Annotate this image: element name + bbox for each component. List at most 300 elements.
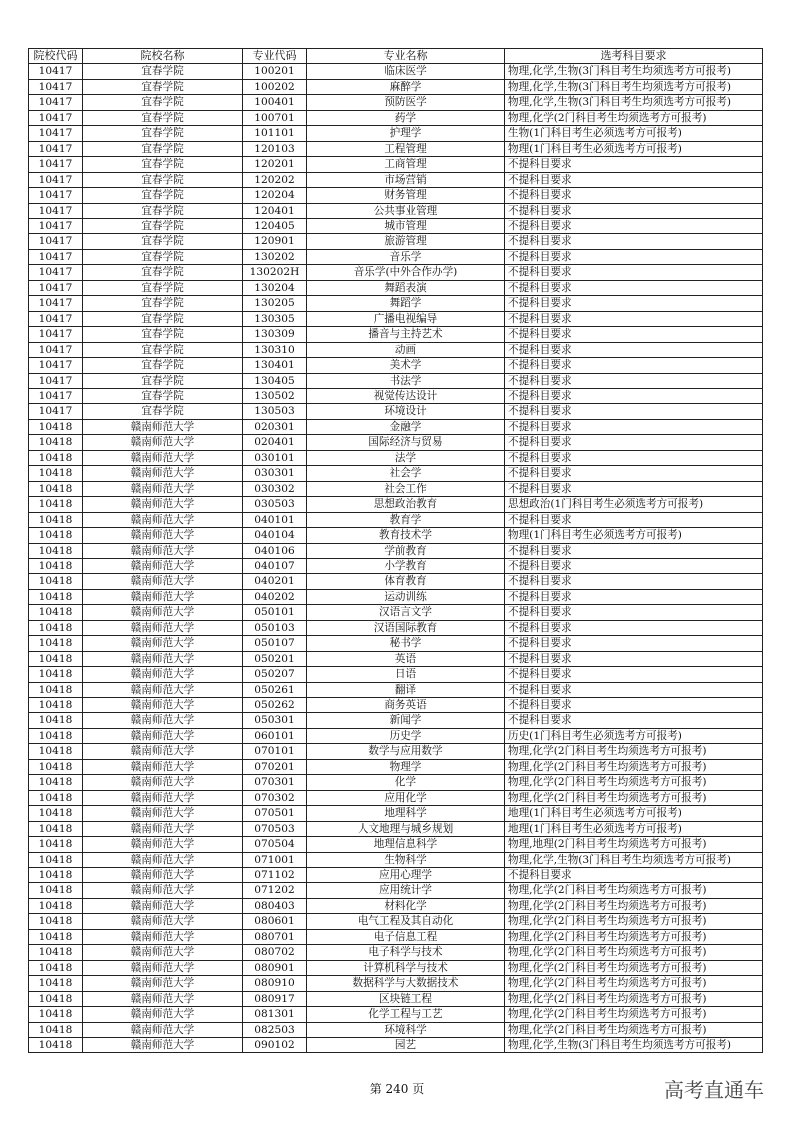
subject-requirement-cell: 不提科目要求 bbox=[505, 543, 763, 558]
school-name-cell: 赣南师范大学 bbox=[83, 821, 243, 836]
subject-requirement-cell: 不提科目要求 bbox=[505, 512, 763, 527]
major-code-cell: 120405 bbox=[243, 218, 307, 233]
table-row bbox=[29, 419, 763, 434]
subject-requirement-cell: 不提科目要求 bbox=[505, 450, 763, 465]
major-code-cell: 090102 bbox=[243, 1038, 307, 1053]
table-row bbox=[29, 280, 763, 295]
subject-requirement-cell: 物理,化学(2门科目考生均须选考方可报考) bbox=[505, 883, 763, 898]
table-row bbox=[29, 157, 763, 172]
school-name-cell: 赣南师范大学 bbox=[83, 775, 243, 790]
major-code-cell: 070201 bbox=[243, 759, 307, 774]
school-name-cell: 赣南师范大学 bbox=[83, 929, 243, 944]
major-name-cell: 生物科学 bbox=[307, 852, 505, 867]
school-code-cell: 10418 bbox=[29, 991, 83, 1006]
major-name-cell: 商务英语 bbox=[307, 698, 505, 713]
school-name-cell: 赣南师范大学 bbox=[83, 852, 243, 867]
subject-requirement-cell: 不提科目要求 bbox=[505, 682, 763, 697]
school-name-cell: 赣南师范大学 bbox=[83, 806, 243, 821]
major-code-cell: 030302 bbox=[243, 481, 307, 496]
table-row bbox=[29, 651, 763, 666]
header-school-name: 院校名称 bbox=[83, 49, 243, 64]
major-name-cell: 电气工程及其自动化 bbox=[307, 914, 505, 929]
major-name-cell: 美术学 bbox=[307, 358, 505, 373]
table-row bbox=[29, 435, 763, 450]
subject-requirement-cell: 不提科目要求 bbox=[505, 157, 763, 172]
subject-requirement-cell: 不提科目要求 bbox=[505, 481, 763, 496]
subject-requirement-cell: 不提科目要求 bbox=[505, 605, 763, 620]
school-code-cell: 10418 bbox=[29, 744, 83, 759]
subject-requirement-cell: 不提科目要求 bbox=[505, 388, 763, 403]
table-row bbox=[29, 837, 763, 852]
major-code-cell: 070101 bbox=[243, 744, 307, 759]
school-code-cell: 10418 bbox=[29, 667, 83, 682]
school-name-cell: 宜春学院 bbox=[83, 172, 243, 187]
major-name-cell: 数学与应用数学 bbox=[307, 744, 505, 759]
subject-requirement-cell: 不提科目要求 bbox=[505, 620, 763, 635]
school-name-cell: 赣南师范大学 bbox=[83, 435, 243, 450]
table-row bbox=[29, 327, 763, 342]
school-code-cell: 10418 bbox=[29, 775, 83, 790]
school-name-cell: 赣南师范大学 bbox=[83, 698, 243, 713]
major-name-cell: 市场营销 bbox=[307, 172, 505, 187]
major-name-cell: 舞蹈表演 bbox=[307, 280, 505, 295]
school-name-cell: 宜春学院 bbox=[83, 110, 243, 125]
school-name-cell: 赣南师范大学 bbox=[83, 481, 243, 496]
school-code-cell: 10418 bbox=[29, 450, 83, 465]
major-name-cell: 临床医学 bbox=[307, 64, 505, 79]
major-name-cell: 社会学 bbox=[307, 466, 505, 481]
school-name-cell: 赣南师范大学 bbox=[83, 1022, 243, 1037]
subject-requirement-cell: 不提科目要求 bbox=[505, 172, 763, 187]
school-name-cell: 赣南师范大学 bbox=[83, 914, 243, 929]
major-code-cell: 100401 bbox=[243, 95, 307, 110]
subject-requirement-cell: 不提科目要求 bbox=[505, 651, 763, 666]
subject-requirement-cell: 物理,化学(2门科目考生均须选考方可报考) bbox=[505, 759, 763, 774]
school-code-cell: 10417 bbox=[29, 157, 83, 172]
school-name-cell: 赣南师范大学 bbox=[83, 728, 243, 743]
school-code-cell: 10418 bbox=[29, 837, 83, 852]
major-code-cell: 120901 bbox=[243, 234, 307, 249]
school-code-cell: 10418 bbox=[29, 682, 83, 697]
school-code-cell: 10418 bbox=[29, 1022, 83, 1037]
major-code-cell: 071001 bbox=[243, 852, 307, 867]
table-row bbox=[29, 404, 763, 419]
school-code-cell: 10418 bbox=[29, 868, 83, 883]
table-row bbox=[29, 234, 763, 249]
major-code-cell: 050101 bbox=[243, 605, 307, 620]
subject-requirement-cell: 不提科目要求 bbox=[505, 419, 763, 434]
table-header-row bbox=[29, 49, 763, 64]
major-name-cell: 区块链工程 bbox=[307, 991, 505, 1006]
subject-requirement-cell: 物理,化学(2门科目考生均须选考方可报考) bbox=[505, 1022, 763, 1037]
subject-requirement-cell: 物理,化学(2门科目考生均须选考方可报考) bbox=[505, 991, 763, 1006]
school-name-cell: 宜春学院 bbox=[83, 358, 243, 373]
school-name-cell: 宜春学院 bbox=[83, 126, 243, 141]
table-row bbox=[29, 821, 763, 836]
subject-requirement-cell: 历史(1门科目考生必须选考方可报考) bbox=[505, 728, 763, 743]
major-name-cell: 财务管理 bbox=[307, 188, 505, 203]
subject-requirement-cell: 不提科目要求 bbox=[505, 698, 763, 713]
major-name-cell: 旅游管理 bbox=[307, 234, 505, 249]
subject-requirement-cell: 物理,化学(2门科目考生均须选考方可报考) bbox=[505, 744, 763, 759]
table-row bbox=[29, 667, 763, 682]
page-number: 第 240 页 bbox=[369, 1082, 425, 1096]
major-code-cell: 040202 bbox=[243, 589, 307, 604]
major-name-cell: 金融学 bbox=[307, 419, 505, 434]
major-name-cell: 国际经济与贸易 bbox=[307, 435, 505, 450]
school-code-cell: 10417 bbox=[29, 296, 83, 311]
major-code-cell: 040101 bbox=[243, 512, 307, 527]
school-code-cell: 10418 bbox=[29, 945, 83, 960]
school-code-cell: 10417 bbox=[29, 172, 83, 187]
subject-requirement-cell: 不提科目要求 bbox=[505, 234, 763, 249]
school-name-cell: 宜春学院 bbox=[83, 64, 243, 79]
school-name-cell: 宜春学院 bbox=[83, 141, 243, 156]
subject-requirement-cell: 不提科目要求 bbox=[505, 203, 763, 218]
subject-requirement-cell: 物理,化学(2门科目考生均须选考方可报考) bbox=[505, 110, 763, 125]
school-code-cell: 10417 bbox=[29, 203, 83, 218]
major-code-cell: 030101 bbox=[243, 450, 307, 465]
school-code-cell: 10418 bbox=[29, 960, 83, 975]
table-row bbox=[29, 450, 763, 465]
major-code-cell: 040107 bbox=[243, 558, 307, 573]
major-code-cell: 130310 bbox=[243, 342, 307, 357]
table-row bbox=[29, 126, 763, 141]
table-row bbox=[29, 991, 763, 1006]
school-name-cell: 宜春学院 bbox=[83, 188, 243, 203]
major-code-cell: 040201 bbox=[243, 574, 307, 589]
major-name-cell: 小学教育 bbox=[307, 558, 505, 573]
school-code-cell: 10418 bbox=[29, 497, 83, 512]
major-code-cell: 120204 bbox=[243, 188, 307, 203]
school-name-cell: 赣南师范大学 bbox=[83, 497, 243, 512]
major-name-cell: 体育教育 bbox=[307, 574, 505, 589]
school-code-cell: 10417 bbox=[29, 388, 83, 403]
subject-requirement-cell: 物理,化学(2门科目考生均须选考方可报考) bbox=[505, 945, 763, 960]
table-row bbox=[29, 960, 763, 975]
table-row bbox=[29, 698, 763, 713]
major-code-cell: 130305 bbox=[243, 311, 307, 326]
major-name-cell: 人文地理与城乡规划 bbox=[307, 821, 505, 836]
school-code-cell: 10418 bbox=[29, 512, 83, 527]
major-name-cell: 公共事业管理 bbox=[307, 203, 505, 218]
major-name-cell: 运动训练 bbox=[307, 589, 505, 604]
school-code-cell: 10417 bbox=[29, 141, 83, 156]
major-code-cell: 100701 bbox=[243, 110, 307, 125]
subject-requirement-cell: 不提科目要求 bbox=[505, 667, 763, 682]
subject-requirement-cell: 思想政治(1门科目考生必须选考方可报考) bbox=[505, 497, 763, 512]
school-name-cell: 赣南师范大学 bbox=[83, 991, 243, 1006]
school-name-cell: 宜春学院 bbox=[83, 95, 243, 110]
school-name-cell: 赣南师范大学 bbox=[83, 620, 243, 635]
major-code-cell: 101101 bbox=[243, 126, 307, 141]
subject-requirement-cell: 物理,化学(2门科目考生均须选考方可报考) bbox=[505, 929, 763, 944]
subject-requirement-cell: 不提科目要求 bbox=[505, 342, 763, 357]
school-name-cell: 赣南师范大学 bbox=[83, 605, 243, 620]
school-name-cell: 赣南师范大学 bbox=[83, 558, 243, 573]
major-name-cell: 历史学 bbox=[307, 728, 505, 743]
school-code-cell: 10418 bbox=[29, 435, 83, 450]
major-name-cell: 物理学 bbox=[307, 759, 505, 774]
major-name-cell: 书法学 bbox=[307, 373, 505, 388]
major-code-cell: 040104 bbox=[243, 528, 307, 543]
major-code-cell: 080917 bbox=[243, 991, 307, 1006]
subject-requirement-cell: 物理(1门科目考生必须选考方可报考) bbox=[505, 528, 763, 543]
school-name-cell: 赣南师范大学 bbox=[83, 651, 243, 666]
major-name-cell: 教育技术学 bbox=[307, 528, 505, 543]
table-row bbox=[29, 1022, 763, 1037]
school-name-cell: 赣南师范大学 bbox=[83, 450, 243, 465]
header-subject-requirement: 选考科目要求 bbox=[505, 49, 763, 64]
major-code-cell: 030503 bbox=[243, 497, 307, 512]
school-name-cell: 宜春学院 bbox=[83, 249, 243, 264]
table-row bbox=[29, 790, 763, 805]
major-name-cell: 音乐学(中外合作办学) bbox=[307, 265, 505, 280]
subject-requirement-cell: 不提科目要求 bbox=[505, 713, 763, 728]
school-name-cell: 宜春学院 bbox=[83, 280, 243, 295]
subject-requirement-cell: 不提科目要求 bbox=[505, 188, 763, 203]
school-code-cell: 10418 bbox=[29, 1038, 83, 1053]
school-code-cell: 10418 bbox=[29, 481, 83, 496]
subject-requirement-cell: 物理,化学,生物(3门科目考生均须选考方可报考) bbox=[505, 79, 763, 94]
subject-requirement-cell: 不提科目要求 bbox=[505, 265, 763, 280]
header-major-code: 专业代码 bbox=[243, 49, 307, 64]
major-name-cell: 电子信息工程 bbox=[307, 929, 505, 944]
school-code-cell: 10418 bbox=[29, 790, 83, 805]
table-row bbox=[29, 512, 763, 527]
school-code-cell: 10418 bbox=[29, 698, 83, 713]
table-row bbox=[29, 110, 763, 125]
school-code-cell: 10417 bbox=[29, 280, 83, 295]
major-name-cell: 音乐学 bbox=[307, 249, 505, 264]
school-code-cell: 10418 bbox=[29, 419, 83, 434]
subject-requirement-cell: 不提科目要求 bbox=[505, 280, 763, 295]
school-name-cell: 赣南师范大学 bbox=[83, 682, 243, 697]
table-row bbox=[29, 620, 763, 635]
school-name-cell: 宜春学院 bbox=[83, 327, 243, 342]
school-code-cell: 10418 bbox=[29, 759, 83, 774]
school-name-cell: 赣南师范大学 bbox=[83, 976, 243, 991]
major-code-cell: 070503 bbox=[243, 821, 307, 836]
table-row bbox=[29, 1038, 763, 1053]
major-name-cell: 地理信息科学 bbox=[307, 837, 505, 852]
table-row bbox=[29, 218, 763, 233]
school-code-cell: 10417 bbox=[29, 64, 83, 79]
major-code-cell: 100201 bbox=[243, 64, 307, 79]
table-row bbox=[29, 95, 763, 110]
header-major-name: 专业名称 bbox=[307, 49, 505, 64]
school-name-cell: 宜春学院 bbox=[83, 265, 243, 280]
major-code-cell: 050262 bbox=[243, 698, 307, 713]
major-name-cell: 化学 bbox=[307, 775, 505, 790]
table-row bbox=[29, 589, 763, 604]
major-name-cell: 环境设计 bbox=[307, 404, 505, 419]
school-code-cell: 10418 bbox=[29, 976, 83, 991]
table-row bbox=[29, 682, 763, 697]
school-name-cell: 赣南师范大学 bbox=[83, 667, 243, 682]
school-code-cell: 10418 bbox=[29, 728, 83, 743]
major-code-cell: 130205 bbox=[243, 296, 307, 311]
major-code-cell: 080701 bbox=[243, 929, 307, 944]
major-code-cell: 130202H bbox=[243, 265, 307, 280]
subject-requirement-cell: 物理,化学,生物(3门科目考生均须选考方可报考) bbox=[505, 1038, 763, 1053]
subject-requirement-cell: 物理,化学(2门科目考生均须选考方可报考) bbox=[505, 790, 763, 805]
school-name-cell: 宜春学院 bbox=[83, 311, 243, 326]
major-name-cell: 数据科学与大数据技术 bbox=[307, 976, 505, 991]
table-row bbox=[29, 636, 763, 651]
school-code-cell: 10418 bbox=[29, 713, 83, 728]
major-name-cell: 电子科学与技术 bbox=[307, 945, 505, 960]
major-name-cell: 汉语国际教育 bbox=[307, 620, 505, 635]
major-name-cell: 法学 bbox=[307, 450, 505, 465]
school-name-cell: 赣南师范大学 bbox=[83, 790, 243, 805]
table-row bbox=[29, 296, 763, 311]
major-name-cell: 教育学 bbox=[307, 512, 505, 527]
subject-requirement-cell: 物理,化学(2门科目考生均须选考方可报考) bbox=[505, 960, 763, 975]
school-code-cell: 10418 bbox=[29, 543, 83, 558]
major-name-cell: 视觉传达设计 bbox=[307, 388, 505, 403]
school-name-cell: 赣南师范大学 bbox=[83, 868, 243, 883]
table-row bbox=[29, 976, 763, 991]
major-code-cell: 080403 bbox=[243, 898, 307, 913]
subject-requirement-cell: 不提科目要求 bbox=[505, 311, 763, 326]
major-name-cell: 翻译 bbox=[307, 682, 505, 697]
subject-requirement-cell: 物理,化学(2门科目考生均须选考方可报考) bbox=[505, 976, 763, 991]
major-code-cell: 100202 bbox=[243, 79, 307, 94]
subject-requirement-cell: 不提科目要求 bbox=[505, 868, 763, 883]
school-name-cell: 宜春学院 bbox=[83, 234, 243, 249]
subject-requirement-cell: 不提科目要求 bbox=[505, 574, 763, 589]
table-row bbox=[29, 1007, 763, 1022]
major-code-cell: 130503 bbox=[243, 404, 307, 419]
major-name-cell: 应用统计学 bbox=[307, 883, 505, 898]
table-row bbox=[29, 203, 763, 218]
table-row bbox=[29, 497, 763, 512]
school-name-cell: 赣南师范大学 bbox=[83, 898, 243, 913]
major-code-cell: 050107 bbox=[243, 636, 307, 651]
school-name-cell: 赣南师范大学 bbox=[83, 945, 243, 960]
major-code-cell: 082503 bbox=[243, 1022, 307, 1037]
major-code-cell: 071102 bbox=[243, 868, 307, 883]
subject-requirement-cell: 生物(1门科目考生必须选考方可报考) bbox=[505, 126, 763, 141]
school-code-cell: 10418 bbox=[29, 914, 83, 929]
major-name-cell: 护理学 bbox=[307, 126, 505, 141]
major-name-cell: 计算机科学与技术 bbox=[307, 960, 505, 975]
school-code-cell: 10417 bbox=[29, 79, 83, 94]
table-row bbox=[29, 883, 763, 898]
school-name-cell: 宜春学院 bbox=[83, 388, 243, 403]
table-row bbox=[29, 898, 763, 913]
school-code-cell: 10418 bbox=[29, 898, 83, 913]
school-code-cell: 10418 bbox=[29, 574, 83, 589]
major-name-cell: 应用心理学 bbox=[307, 868, 505, 883]
major-name-cell: 工商管理 bbox=[307, 157, 505, 172]
school-code-cell: 10418 bbox=[29, 651, 83, 666]
major-name-cell: 舞蹈学 bbox=[307, 296, 505, 311]
major-code-cell: 070301 bbox=[243, 775, 307, 790]
school-code-cell: 10418 bbox=[29, 1007, 83, 1022]
major-code-cell: 080901 bbox=[243, 960, 307, 975]
school-code-cell: 10417 bbox=[29, 126, 83, 141]
school-name-cell: 赣南师范大学 bbox=[83, 589, 243, 604]
major-name-cell: 播音与主持艺术 bbox=[307, 327, 505, 342]
major-code-cell: 030301 bbox=[243, 466, 307, 481]
table-row bbox=[29, 265, 763, 280]
school-name-cell: 赣南师范大学 bbox=[83, 837, 243, 852]
subject-requirement-cell: 不提科目要求 bbox=[505, 466, 763, 481]
school-code-cell: 10418 bbox=[29, 605, 83, 620]
school-code-cell: 10417 bbox=[29, 249, 83, 264]
major-name-cell: 城市管理 bbox=[307, 218, 505, 233]
major-name-cell: 社会工作 bbox=[307, 481, 505, 496]
major-code-cell: 130502 bbox=[243, 388, 307, 403]
major-code-cell: 120201 bbox=[243, 157, 307, 172]
brand-watermark: 高考直通车 bbox=[664, 1078, 764, 1102]
table-row bbox=[29, 605, 763, 620]
major-code-cell: 070302 bbox=[243, 790, 307, 805]
major-code-cell: 120103 bbox=[243, 141, 307, 156]
table-row bbox=[29, 759, 763, 774]
major-code-cell: 060101 bbox=[243, 728, 307, 743]
school-name-cell: 赣南师范大学 bbox=[83, 1038, 243, 1053]
school-code-cell: 10418 bbox=[29, 589, 83, 604]
school-code-cell: 10417 bbox=[29, 95, 83, 110]
table-row bbox=[29, 481, 763, 496]
table-row bbox=[29, 543, 763, 558]
table-row bbox=[29, 574, 763, 589]
table-row bbox=[29, 388, 763, 403]
major-code-cell: 130405 bbox=[243, 373, 307, 388]
school-name-cell: 赣南师范大学 bbox=[83, 528, 243, 543]
subject-requirement-cell: 不提科目要求 bbox=[505, 589, 763, 604]
major-code-cell: 050261 bbox=[243, 682, 307, 697]
major-name-cell: 英语 bbox=[307, 651, 505, 666]
major-code-cell: 120202 bbox=[243, 172, 307, 187]
major-name-cell: 材料化学 bbox=[307, 898, 505, 913]
major-code-cell: 050201 bbox=[243, 651, 307, 666]
subject-requirement-cell: 物理,化学(2门科目考生均须选考方可报考) bbox=[505, 1007, 763, 1022]
table-row bbox=[29, 188, 763, 203]
school-name-cell: 赣南师范大学 bbox=[83, 574, 243, 589]
school-code-cell: 10418 bbox=[29, 620, 83, 635]
major-name-cell: 园艺 bbox=[307, 1038, 505, 1053]
school-name-cell: 宜春学院 bbox=[83, 342, 243, 357]
subject-requirement-cell: 不提科目要求 bbox=[505, 218, 763, 233]
school-name-cell: 宜春学院 bbox=[83, 404, 243, 419]
major-code-cell: 080702 bbox=[243, 945, 307, 960]
table-row bbox=[29, 914, 763, 929]
school-code-cell: 10417 bbox=[29, 358, 83, 373]
subject-requirement-cell: 物理,化学(2门科目考生均须选考方可报考) bbox=[505, 898, 763, 913]
major-name-cell: 环境科学 bbox=[307, 1022, 505, 1037]
major-name-cell: 广播电视编导 bbox=[307, 311, 505, 326]
school-code-cell: 10417 bbox=[29, 218, 83, 233]
major-code-cell: 081301 bbox=[243, 1007, 307, 1022]
subject-requirement-cell: 物理,地理(2门科目考生均须选考方可报考) bbox=[505, 837, 763, 852]
major-name-cell: 麻醉学 bbox=[307, 79, 505, 94]
major-code-cell: 130202 bbox=[243, 249, 307, 264]
admission-requirements-table bbox=[28, 48, 763, 1053]
subject-requirement-cell: 不提科目要求 bbox=[505, 636, 763, 651]
school-code-cell: 10417 bbox=[29, 327, 83, 342]
major-name-cell: 化学工程与工艺 bbox=[307, 1007, 505, 1022]
school-name-cell: 赣南师范大学 bbox=[83, 1007, 243, 1022]
table-row bbox=[29, 172, 763, 187]
table-row bbox=[29, 775, 763, 790]
school-code-cell: 10417 bbox=[29, 188, 83, 203]
subject-requirement-cell: 不提科目要求 bbox=[505, 296, 763, 311]
subject-requirement-cell: 物理,化学,生物(3门科目考生均须选考方可报考) bbox=[505, 852, 763, 867]
